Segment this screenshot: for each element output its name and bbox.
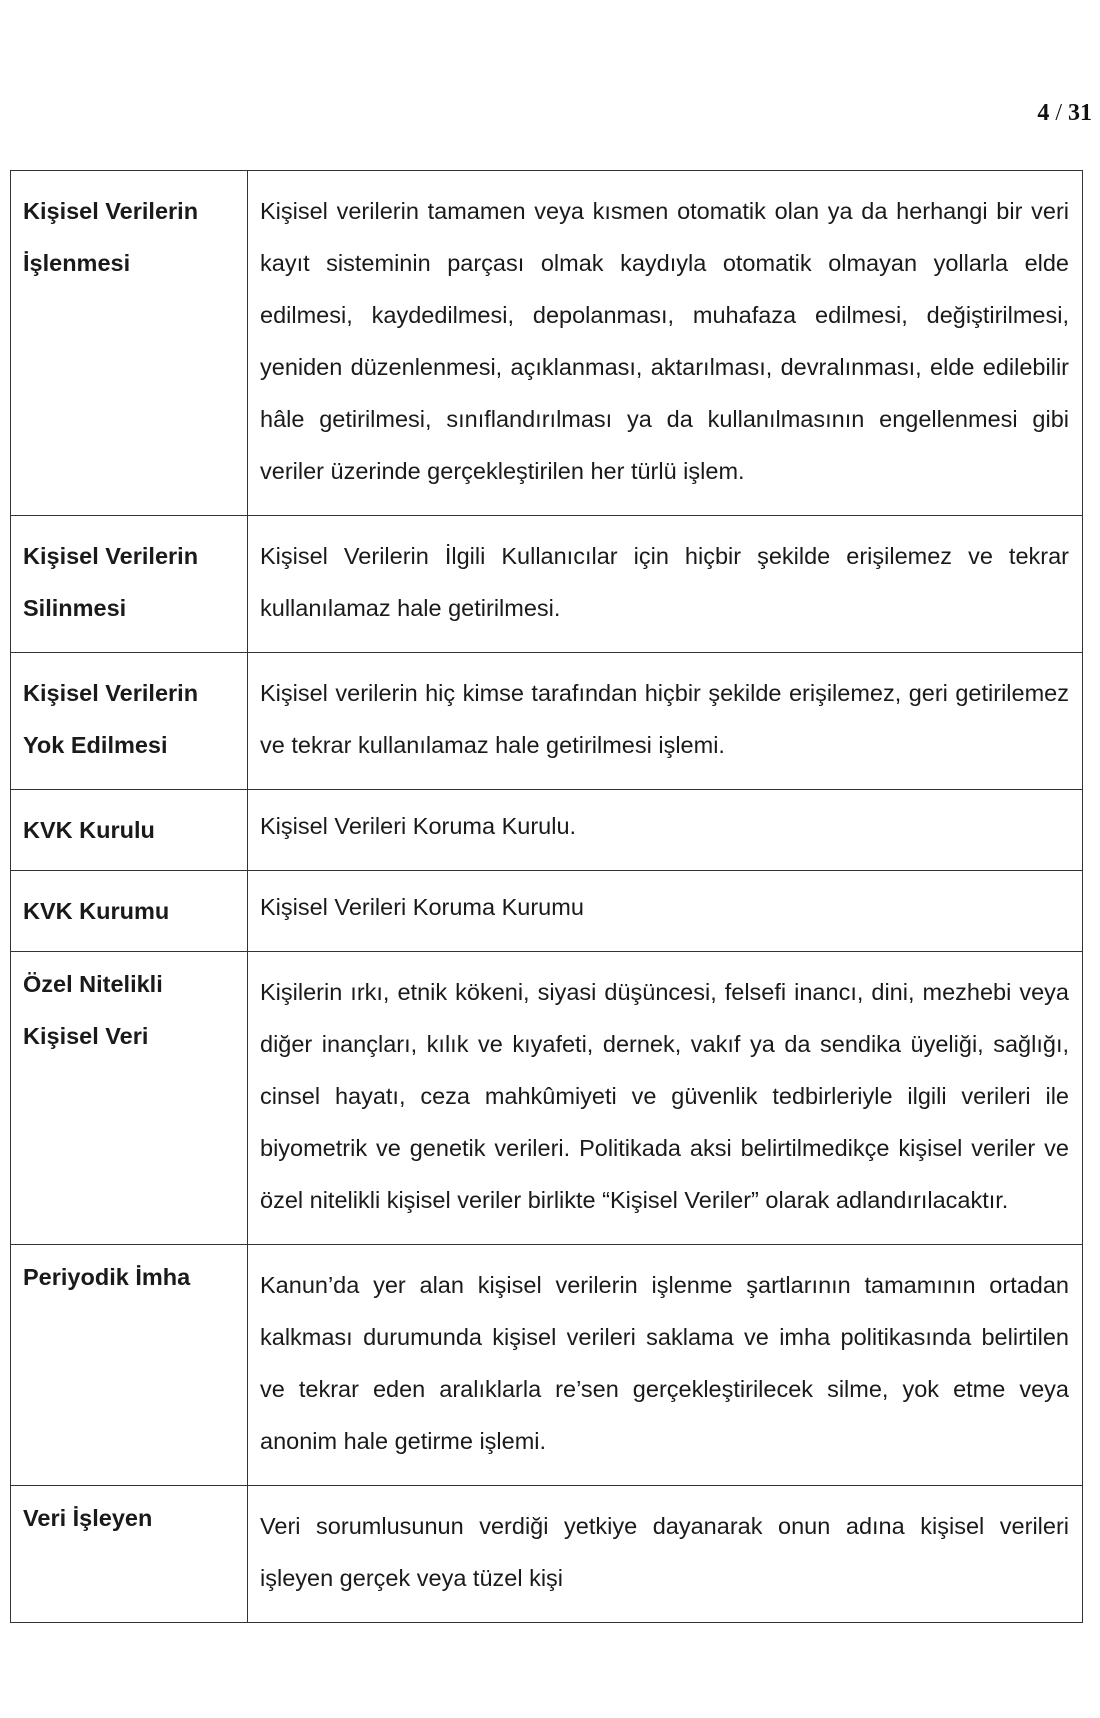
page-number-total: 31: [1068, 100, 1092, 126]
table-row: [11, 1245, 1083, 1486]
definition-description: Kişisel verilerin hiç kimse tarafından hiçbir şekilde erişilemez, geri getirilemez ve tekrar kullanılamaz hale getirilmesi işlemi.: [248, 653, 1083, 790]
term-line: KVK Kurumu: [23, 898, 170, 924]
definition-term: [11, 1245, 248, 1486]
definition-term: [11, 171, 248, 516]
term-line: Periyodik İmha: [23, 1264, 191, 1290]
definition-description: Kişisel verilerin tamamen veya kısmen otomatik olan ya da herhangi bir veri kayıt sisteminin parçası olmak kaydıyla otomatik olmayan yollarla elde edilmesi, kaydedilmesi, depolanması, muhafaza edilmesi, değiştirilmesi, yeniden düzenlenmesi, açıklanması, aktarılması, devralınması, elde edilebilir hâle getirilmesi, sınıflandırılması ya da kullanılmasının engellenmesi gibi veriler üzerinde gerçekleştirilen her türlü işlem.: [248, 171, 1083, 516]
definition-description: Kişilerin ırkı, etnik kökeni, siyasi düşüncesi, felsefi inancı, dini, mezhebi veya diğer inançları, kılık ve kıyafeti, dernek, vakıf ya da sendika üyeliği, sağlığı, cinsel hayatı, ceza mahkûmiyeti ve güvenlik tedbirleriyle ilgili verileri ile biyometrik ve genetik verileri. Politikada aksi belirtilmedikçe kişisel veriler ve özel nitelikli kişisel veriler birlikte “Kişisel Veriler” olarak adlandırılacaktır.: [248, 952, 1083, 1245]
definition-description: Kişisel Verileri Koruma Kurulu.: [248, 790, 1083, 871]
term-line: Veri İşleyen: [23, 1505, 153, 1531]
term-line: KVK Kurulu: [23, 817, 155, 843]
term-line: Kişisel Verilerin: [23, 198, 199, 224]
table-row: [11, 653, 1083, 790]
table-row: [11, 516, 1083, 653]
term-line: Kişisel Verilerin: [23, 543, 199, 569]
definition-term: [11, 653, 248, 790]
page-number-current: 4: [1037, 100, 1050, 126]
table-row: [11, 871, 1083, 952]
definitions-table: [10, 170, 1083, 1623]
page-number: [1037, 100, 1092, 127]
definition-description: Kişisel Verileri Koruma Kurumu: [248, 871, 1083, 952]
definition-term: [11, 516, 248, 653]
term-line: Silinmesi: [23, 595, 127, 621]
definition-description: Kişisel Verilerin İlgili Kullanıcılar için hiçbir şekilde erişilemez ve tekrar kullanılamaz hale getirilmesi.: [248, 516, 1083, 653]
definition-term: [11, 1486, 248, 1623]
definition-description: Veri sorumlusunun verdiği yetkiye dayanarak onun adına kişisel verileri işleyen gerçek veya tüzel kişi: [248, 1486, 1083, 1623]
table-row: [11, 1486, 1083, 1623]
table-row: [11, 171, 1083, 516]
table-row: [11, 790, 1083, 871]
term-line: Kişisel Verilerin: [23, 680, 199, 706]
definition-term: [11, 952, 248, 1245]
term-line: Kişisel Veri: [23, 1023, 149, 1049]
page-number-separator: /: [1055, 100, 1062, 126]
definition-term: [11, 871, 248, 952]
definition-description: Kanun’da yer alan kişisel verilerin işlenme şartlarının tamamının ortadan kalkması durumunda kişisel verileri saklama ve imha politikasında belirtilen ve tekrar eden aralıklarla re’sen gerçekleştirilecek silme, yok etme veya anonim hale getirme işlemi.: [248, 1245, 1083, 1486]
term-line: İşlenmesi: [23, 250, 131, 276]
term-line: Yok Edilmesi: [23, 732, 168, 758]
table-row: [11, 952, 1083, 1245]
term-line: Özel Nitelikli: [23, 971, 163, 997]
definition-term: [11, 790, 248, 871]
